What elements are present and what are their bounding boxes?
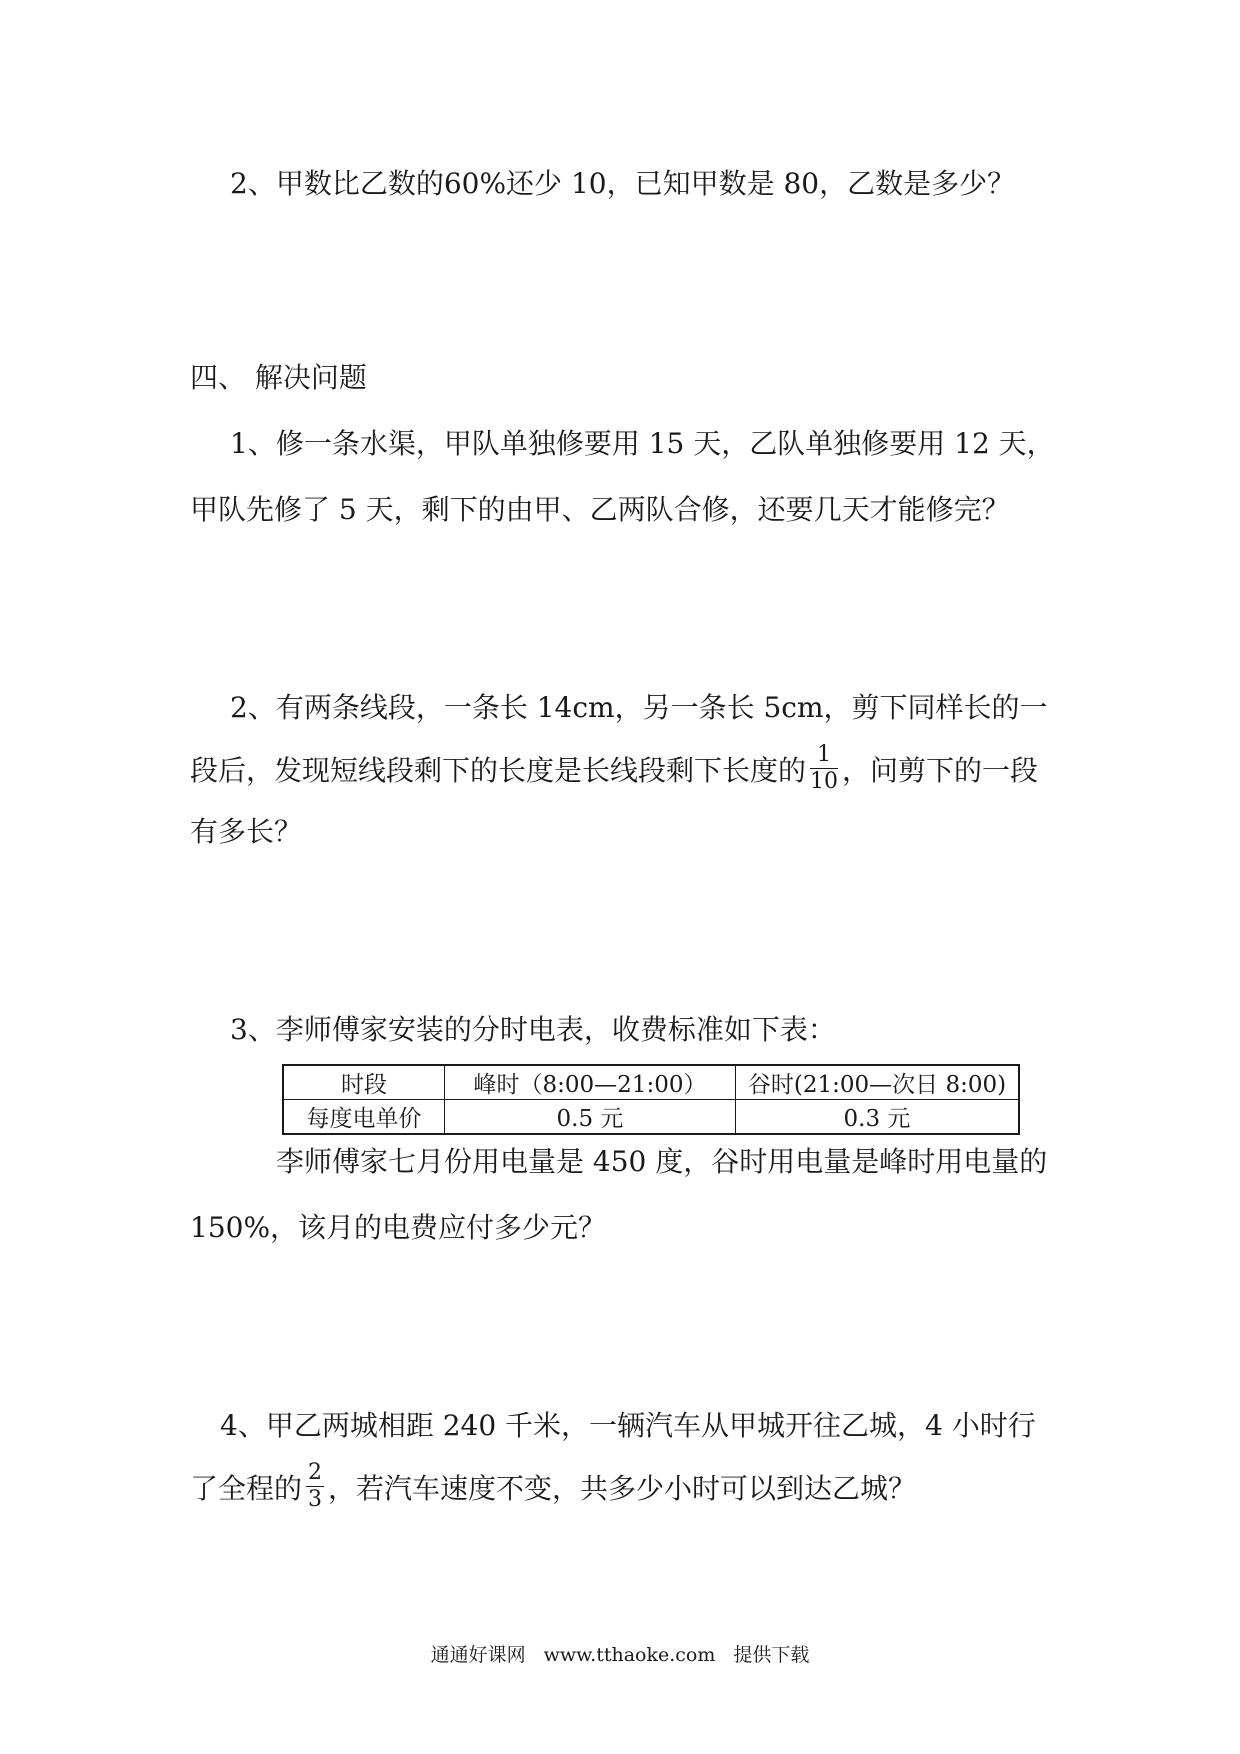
cell-valley-price: 0.3 元 [736, 1100, 1020, 1135]
fraction-two-thirds [306, 1462, 324, 1511]
problem-2-line-2-after: ，问剪下的一段 [842, 754, 1039, 787]
problem-1-line-1: 1、修一条水渠，甲队单独修要用 15 天，乙队单独修要用 12 天， [230, 427, 1055, 460]
problem-3-line-2: 150%，该月的电费应付多少元？ [190, 1211, 607, 1244]
electricity-rate-table [282, 1064, 1020, 1135]
page-footer [0, 1640, 1240, 1667]
problem-4-line-2 [190, 1460, 917, 1515]
header-period: 时段 [283, 1065, 445, 1100]
section-title: 四、 解决问题 [190, 361, 367, 394]
footer-url: www.tthaoke.com [543, 1644, 716, 1666]
problem-2-line-2 [190, 742, 1039, 797]
problem-3-intro: 3、李师傅家安装的分时电表，收费标准如下表： [230, 1013, 836, 1046]
problem-4-line-1: 4、甲乙两城相距 240 千米，一辆汽车从甲城开往乙城，4 小时行 [220, 1409, 1036, 1442]
fraction-denominator: 10 [810, 769, 839, 794]
cell-peak-price: 0.5 元 [445, 1100, 736, 1135]
problem-4-line-2-after: ，若汽车速度不变，共多少小时可以到达乙城？ [328, 1472, 917, 1505]
header-peak: 峰时（8:00—21:00） [445, 1065, 736, 1100]
problem-2-line-3: 有多长？ [190, 815, 303, 848]
question-2-text: 2、甲数比乙数的60%还少 10，已知甲数是 80，乙数是多少？ [230, 167, 1016, 200]
problem-2-line-1: 2、有两条线段，一条长 14cm，另一条长 5cm，剪下同样长的一 [230, 691, 1048, 724]
cell-unit-price-label: 每度电单价 [283, 1100, 445, 1135]
problem-2-line-2-before: 段后，发现短线段剩下的长度是长线段剩下长度的 [190, 754, 807, 787]
fraction-denominator: 3 [308, 1487, 323, 1512]
footer-suffix: 提供下载 [733, 1644, 810, 1666]
header-valley: 谷时(21:00—次日 8:00) [736, 1065, 1020, 1100]
fraction-numerator: 2 [308, 1460, 323, 1485]
table-row [283, 1100, 1019, 1135]
problem-3-line-1: 李师傅家七月份用电量是 450 度，谷时用电量是峰时用电量的 [276, 1145, 1048, 1178]
problem-4-line-2-before: 了全程的 [190, 1472, 303, 1505]
fraction-numerator: 1 [810, 744, 838, 769]
fraction-one-tenth [810, 744, 838, 793]
table-header-row [283, 1065, 1019, 1100]
problem-1-line-2: 甲队先修了 5 天，剩下的由甲、乙两队合修，还要几天才能修完？ [190, 493, 1010, 526]
footer-site-name: 通通好课网 [430, 1644, 526, 1666]
